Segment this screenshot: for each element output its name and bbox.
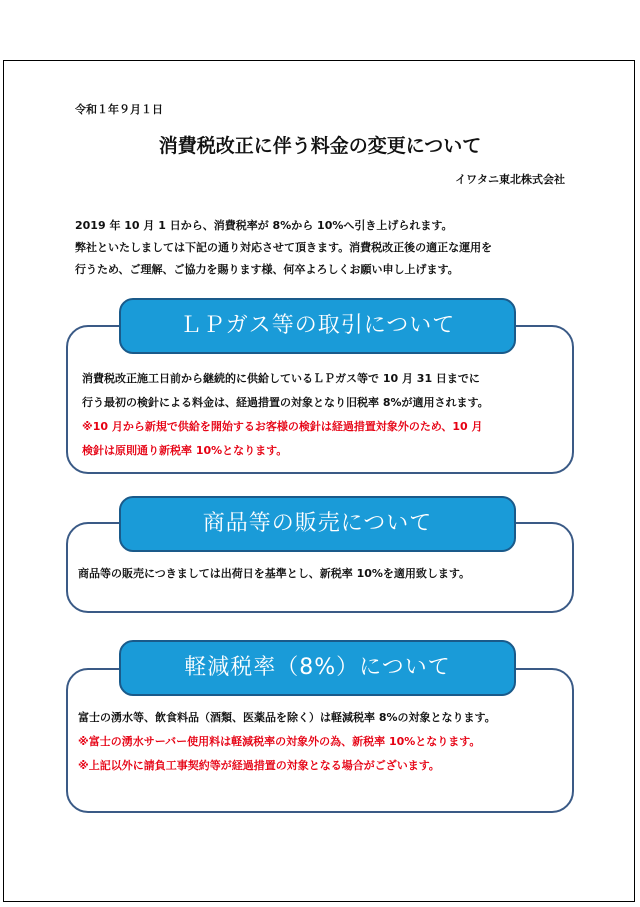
section-text-line: 行う最初の検針による料金は、経過措置の対象となり旧税率 8%が適用されます。 [82, 396, 489, 409]
document-date: 令和１年９月１日 [75, 103, 163, 116]
section-note-line: ※10 月から新規で供給を開始するお客様の検針は経過措置対象外のため、10 月 [82, 420, 483, 433]
intro-line: 行うため、ご理解、ご協力を賜ります様、何卒よろしくお願い申し上げます。 [75, 263, 459, 276]
document-title: 消費税改正に伴う料金の変更について [158, 135, 482, 157]
section-text-line: 富士の湧水等、飲食料品（酒類、医薬品を除く）は軽減税率 8%の対象となります。 [78, 711, 496, 724]
section-note-line: ※上記以外に請負工事契約等が経過措置の対象となる場合がございます。 [78, 759, 440, 772]
section-products-body [78, 562, 562, 586]
intro-line: 弊社といたしましては下記の通り対応させて頂きます。消費税改正後の適正な運用を [75, 241, 493, 254]
section-reduced-rate-heading: 軽減税率（8%）について [119, 640, 516, 696]
section-note-line: 検針は原則通り新税率 10%となります。 [82, 444, 288, 457]
section-reduced-rate-body [78, 706, 562, 778]
section-note-line: ※富士の湧水サーバー使用料は軽減税率の対象外の為、新税率 10%となります。 [78, 735, 481, 748]
section-text-line: 消費税改正施工日前から継続的に供給しているＬＰガス等で 10 月 31 日までに [82, 372, 480, 385]
section-text-line: 商品等の販売につきましては出荷日を基準とし、新税率 10%を適用致します。 [78, 567, 471, 580]
section-products-heading: 商品等の販売について [119, 496, 516, 552]
section-lp-gas-heading: ＬＰガス等の取引について [119, 298, 516, 354]
section-lp-gas-body [82, 367, 562, 463]
intro-line: 2019 年 10 月 1 日から、消費税率が 8%から 10%へ引き上げられます。 [75, 219, 453, 232]
company-name: イワタニ東北株式会社 [455, 173, 565, 186]
intro-paragraph [75, 215, 575, 281]
